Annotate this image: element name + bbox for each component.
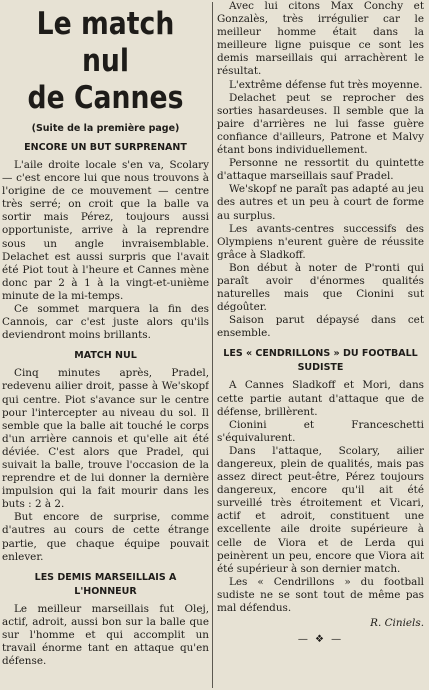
headline-line-1: Le match nul	[36, 6, 175, 79]
paragraph: But encore de surprise, comme d'autres au cours de cette étrange partie, que chaque équipe pouvait enlever.	[2, 511, 209, 563]
section-heading-demis: LES DEMIS MARSEILLAIS A L'HONNEUR	[34, 571, 177, 597]
paragraph: Bon début à noter de P'ronti qui paraît avoir d'énormes qualités naturelles mais que Cionini sut dégoûter.	[217, 261, 424, 314]
section-heading-cendrillons: LES « CENDRILLONS » DU FOOTBALL SUDISTE	[223, 348, 418, 374]
paragraph: L'aile droite locale s'en va, Scolary — c'est encore lui que nous trouvons à l'origine de ce mouvement — centre très serré; on croit que la balle va sortir mais Pérez, toujours aussi opportuniste, arrive à la reprendre sous un angle invraisemblable. Delachet est aussi surpris que l'avait été Piot tout à l'heure et Cannes mène donc par 2 à 1 à la vingt-et-unième minute de la mi-temps.	[2, 159, 209, 302]
paragraph: Avec lui citons Max Conchy et Gonzalès, très irrégulier car le meilleur homme était dans la meilleure ligne puisque ce sont les demis marseillais qui arrachèrent le résultat.	[217, 0, 424, 78]
paragraph: Personne ne ressortit du quintette d'attaque marseillais sauf Pradel.	[217, 157, 424, 183]
column-divider	[212, 2, 213, 688]
end-ornament: — ❖ —	[297, 634, 344, 646]
section-heading-match-nul: MATCH NUL	[74, 350, 137, 362]
paragraph: Dans l'attaque, Scolary, ailier dangereux, plein de qualités, mais pas assez direct peut-être, Pérez toujours dangereux, encore qu'il ait été surveillé très étroitement et Vicari, actif et adroit, constituent une excellente aile droite supérieure à celle de Viora et de Lerda qui peinèrent un peu, encore que Viora ait été supérieur à son dernier match.	[217, 444, 424, 575]
paragraph: Delachet peut se reprocher des sorties hasardeuses. Il semble que la paire d'arrières ne lui fasse guère confiance d'ailleurs, Patrone et Malvy étant bons individuellement.	[217, 91, 424, 157]
subheadline: (Suite de la première page)	[31, 123, 180, 134]
paragraph: A Cannes Sladkoff et Mori, dans cette partie autant d'attaque que de défense, brillèrent.	[217, 379, 424, 418]
paragraph: Les avants-centres successifs des Olympiens n'eurent guère de réussite grâce à Sladkoff.	[217, 222, 424, 261]
left-column	[2, 0, 209, 668]
right-column	[217, 0, 424, 645]
paragraph: We'skopf ne paraît pas adapté au jeu des autres et un peu à court de forme au surplus.	[217, 183, 424, 222]
paragraph: Ce sommet marquera la fin des Cannois, car c'est juste alors qu'ils deviendront moins brillants.	[2, 303, 209, 342]
paragraph: Cionini et Franceschetti s'équivalurent.	[217, 418, 424, 444]
paragraph: Saison parut dépaysé dans cet ensemble.	[217, 314, 424, 340]
paragraph: Le meilleur marseillais fut Olej, actif, adroit, aussi bon sur la balle que sur l'homme et qui accomplit un travail énorme tant en attaque qu'en défense.	[2, 602, 209, 668]
paragraph: L'extrême défense fut très moyenne.	[229, 78, 423, 91]
headline	[16, 6, 194, 117]
section-heading-encore: ENCORE UN BUT SURPRENANT	[24, 142, 187, 153]
paragraph: Cinq minutes après, Pradel, redevenu ailier droit, passe à We'skopf qui centre. Piot s'avance sur le centre pour l'intercepter au niveau du sol. Il semble que la balle ait touché le corps d'un arrière cannois et qu'elle ait été déviée. C'est alors que Pradel, qui suivait la balle, trouve l'occasion de la reprendre et de lui donner la dernière impulsion qui la fait mourir dans les buts : 2 à 2.	[2, 367, 209, 511]
author-signature: R. Ciniels.	[370, 617, 424, 630]
paragraph: Les « Cendrillons » du football sudiste ne se sont tout de même pas mal défendus.	[217, 575, 424, 615]
headline-line-2: de Cannes	[27, 80, 184, 116]
